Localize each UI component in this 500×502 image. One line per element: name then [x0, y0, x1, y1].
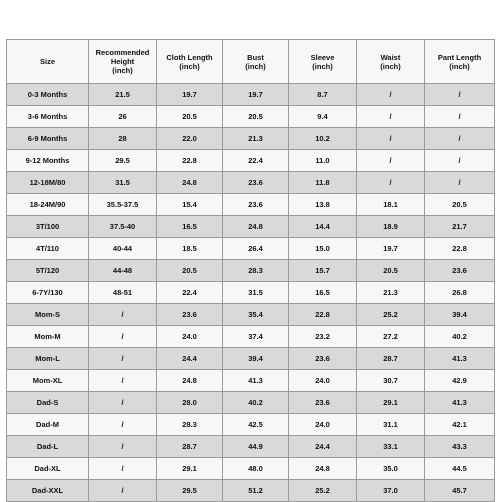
- cell-sleeve: 24.8: [289, 458, 357, 480]
- table-row: [7, 326, 495, 348]
- cell-waist: 29.1: [357, 392, 425, 414]
- cell-pant-length: /: [425, 84, 495, 106]
- cell-cloth-length: 24.8: [157, 172, 223, 194]
- cell-size: Mom-XL: [7, 370, 89, 392]
- cell-size: Mom-M: [7, 326, 89, 348]
- cell-sleeve: 23.2: [289, 326, 357, 348]
- cell-sleeve: 23.6: [289, 392, 357, 414]
- cell-bust: 28.3: [223, 260, 289, 282]
- cell-size: Dad-XXL: [7, 480, 89, 502]
- header-row: [7, 40, 495, 84]
- cell-cloth-length: 24.4: [157, 348, 223, 370]
- cell-bust: 35.4: [223, 304, 289, 326]
- cell-size: 6-9 Months: [7, 128, 89, 150]
- header-height-line1: Recommended: [95, 48, 150, 57]
- cell-bust: 31.5: [223, 282, 289, 304]
- cell-waist: 18.1: [357, 194, 425, 216]
- header-sleeve: [289, 40, 357, 84]
- cell-waist: 28.7: [357, 348, 425, 370]
- cell-recommended-height: 44-48: [89, 260, 157, 282]
- cell-pant-length: 44.5: [425, 458, 495, 480]
- cell-pant-length: /: [425, 150, 495, 172]
- cell-recommended-height: 21.5: [89, 84, 157, 106]
- table-row: [7, 480, 495, 502]
- cell-bust: 21.3: [223, 128, 289, 150]
- header-bust-unit: (inch): [245, 61, 266, 71]
- cell-size: Dad-M: [7, 414, 89, 436]
- table-row: [7, 150, 495, 172]
- cell-pant-length: /: [425, 128, 495, 150]
- cell-waist: /: [357, 106, 425, 128]
- table-row: [7, 84, 495, 106]
- cell-bust: 40.2: [223, 392, 289, 414]
- cell-cloth-length: 16.5: [157, 216, 223, 238]
- header-height-line2: Height: [110, 57, 135, 66]
- table-row: [7, 260, 495, 282]
- cell-size: 0-3 Months: [7, 84, 89, 106]
- cell-waist: /: [357, 128, 425, 150]
- cell-recommended-height: /: [89, 414, 157, 436]
- table-body: [7, 84, 495, 502]
- cell-pant-length: /: [425, 172, 495, 194]
- cell-cloth-length: 20.5: [157, 106, 223, 128]
- cell-pant-length: 45.7: [425, 480, 495, 502]
- cell-cloth-length: 29.1: [157, 458, 223, 480]
- cell-pant-length: 22.8: [425, 238, 495, 260]
- cell-size: Mom-L: [7, 348, 89, 370]
- header-waist: [357, 40, 425, 84]
- header-pant-length: [425, 40, 495, 84]
- cell-bust: 37.4: [223, 326, 289, 348]
- cell-waist: 25.2: [357, 304, 425, 326]
- table-row: [7, 282, 495, 304]
- header-size: [7, 40, 89, 84]
- cell-recommended-height: /: [89, 392, 157, 414]
- cell-size: 6-7Y/130: [7, 282, 89, 304]
- header-cloth-length-unit: (inch): [179, 61, 200, 71]
- header-cloth-length-label: Cloth Length: [166, 52, 213, 62]
- cell-size: Mom-S: [7, 304, 89, 326]
- cell-bust: 48.0: [223, 458, 289, 480]
- cell-recommended-height: /: [89, 326, 157, 348]
- cell-sleeve: 24.4: [289, 436, 357, 458]
- cell-waist: /: [357, 150, 425, 172]
- cell-cloth-length: 20.5: [157, 260, 223, 282]
- cell-sleeve: 15.7: [289, 260, 357, 282]
- cell-cloth-length: 19.7: [157, 84, 223, 106]
- cell-waist: 37.0: [357, 480, 425, 502]
- cell-sleeve: 16.5: [289, 282, 357, 304]
- cell-pant-length: 23.6: [425, 260, 495, 282]
- table-header: [7, 40, 495, 84]
- header-waist-unit: (inch): [380, 61, 401, 71]
- cell-waist: 35.0: [357, 458, 425, 480]
- cell-recommended-height: /: [89, 304, 157, 326]
- header-bust-label: Bust: [247, 52, 264, 62]
- cell-sleeve: 22.8: [289, 304, 357, 326]
- cell-size: 4T/110: [7, 238, 89, 260]
- cell-sleeve: 24.0: [289, 414, 357, 436]
- cell-recommended-height: /: [89, 348, 157, 370]
- cell-waist: 27.2: [357, 326, 425, 348]
- header-recommended-height: [89, 40, 157, 84]
- cell-size: Dad-L: [7, 436, 89, 458]
- table-row: [7, 414, 495, 436]
- cell-size: Dad-S: [7, 392, 89, 414]
- table-row: [7, 304, 495, 326]
- cell-waist: 20.5: [357, 260, 425, 282]
- cell-bust: 51.2: [223, 480, 289, 502]
- table-row: [7, 106, 495, 128]
- cell-recommended-height: /: [89, 436, 157, 458]
- cell-cloth-length: 23.6: [157, 304, 223, 326]
- cell-cloth-length: 22.4: [157, 282, 223, 304]
- header-sleeve-unit: (inch): [312, 61, 333, 71]
- table-row: [7, 458, 495, 480]
- cell-size: 9-12 Months: [7, 150, 89, 172]
- cell-size: 3-6 Months: [7, 106, 89, 128]
- table-row: [7, 216, 495, 238]
- cell-cloth-length: 22.8: [157, 150, 223, 172]
- cell-cloth-length: 18.5: [157, 238, 223, 260]
- cell-cloth-length: 24.8: [157, 370, 223, 392]
- cell-recommended-height: 35.5-37.5: [89, 194, 157, 216]
- cell-pant-length: 41.3: [425, 392, 495, 414]
- cell-sleeve: 11.8: [289, 172, 357, 194]
- cell-sleeve: 23.6: [289, 348, 357, 370]
- cell-recommended-height: 28: [89, 128, 157, 150]
- cell-waist: 30.7: [357, 370, 425, 392]
- cell-size: 18-24M/90: [7, 194, 89, 216]
- size-chart-table: [6, 39, 495, 502]
- header-pant-length-unit: (inch): [449, 61, 470, 71]
- table-row: [7, 238, 495, 260]
- cell-recommended-height: 29.5: [89, 150, 157, 172]
- cell-pant-length: 42.1: [425, 414, 495, 436]
- cell-pant-length: /: [425, 106, 495, 128]
- cell-waist: 18.9: [357, 216, 425, 238]
- cell-pant-length: 26.8: [425, 282, 495, 304]
- cell-recommended-height: 40-44: [89, 238, 157, 260]
- cell-recommended-height: /: [89, 370, 157, 392]
- header-waist-label: Waist: [380, 52, 401, 62]
- cell-pant-length: 40.2: [425, 326, 495, 348]
- cell-recommended-height: 37.5-40: [89, 216, 157, 238]
- cell-size: 3T/100: [7, 216, 89, 238]
- cell-pant-length: 42.9: [425, 370, 495, 392]
- cell-sleeve: 24.0: [289, 370, 357, 392]
- cell-bust: 23.6: [223, 194, 289, 216]
- cell-waist: 33.1: [357, 436, 425, 458]
- cell-sleeve: 15.0: [289, 238, 357, 260]
- header-height-unit: (inch): [112, 66, 133, 75]
- table-row: [7, 172, 495, 194]
- cell-sleeve: 13.8: [289, 194, 357, 216]
- cell-bust: 22.4: [223, 150, 289, 172]
- cell-recommended-height: /: [89, 458, 157, 480]
- cell-sleeve: 8.7: [289, 84, 357, 106]
- cell-waist: /: [357, 172, 425, 194]
- cell-recommended-height: 48-51: [89, 282, 157, 304]
- cell-sleeve: 9.4: [289, 106, 357, 128]
- cell-sleeve: 10.2: [289, 128, 357, 150]
- cell-cloth-length: 15.4: [157, 194, 223, 216]
- cell-bust: 39.4: [223, 348, 289, 370]
- cell-bust: 23.6: [223, 172, 289, 194]
- cell-size: 12-18M/80: [7, 172, 89, 194]
- table-row: [7, 194, 495, 216]
- cell-sleeve: 11.0: [289, 150, 357, 172]
- cell-pant-length: 21.7: [425, 216, 495, 238]
- header-size-label: Size: [39, 57, 55, 66]
- cell-cloth-length: 28.0: [157, 392, 223, 414]
- cell-bust: 41.3: [223, 370, 289, 392]
- cell-recommended-height: 26: [89, 106, 157, 128]
- cell-bust: 19.7: [223, 84, 289, 106]
- header-pant-length-label: Pant Length: [437, 52, 482, 62]
- cell-pant-length: 41.3: [425, 348, 495, 370]
- header-cloth-length: [157, 40, 223, 84]
- table-row: [7, 348, 495, 370]
- header-sleeve-label: Sleeve: [310, 52, 335, 62]
- cell-pant-length: 39.4: [425, 304, 495, 326]
- cell-size: Dad-XL: [7, 458, 89, 480]
- cell-sleeve: 14.4: [289, 216, 357, 238]
- cell-waist: 21.3: [357, 282, 425, 304]
- table-row: [7, 128, 495, 150]
- cell-recommended-height: /: [89, 480, 157, 502]
- cell-bust: 20.5: [223, 106, 289, 128]
- cell-sleeve: 25.2: [289, 480, 357, 502]
- cell-size: 5T/120: [7, 260, 89, 282]
- cell-cloth-length: 22.0: [157, 128, 223, 150]
- cell-waist: 19.7: [357, 238, 425, 260]
- cell-pant-length: 43.3: [425, 436, 495, 458]
- cell-bust: 42.5: [223, 414, 289, 436]
- cell-pant-length: 20.5: [425, 194, 495, 216]
- table-row: [7, 370, 495, 392]
- cell-waist: /: [357, 84, 425, 106]
- cell-cloth-length: 29.5: [157, 480, 223, 502]
- cell-bust: 44.9: [223, 436, 289, 458]
- cell-waist: 31.1: [357, 414, 425, 436]
- table-row: [7, 392, 495, 414]
- header-bust: [223, 40, 289, 84]
- cell-bust: 24.8: [223, 216, 289, 238]
- cell-cloth-length: 28.3: [157, 414, 223, 436]
- cell-cloth-length: 28.7: [157, 436, 223, 458]
- cell-bust: 26.4: [223, 238, 289, 260]
- cell-cloth-length: 24.0: [157, 326, 223, 348]
- cell-recommended-height: 31.5: [89, 172, 157, 194]
- table-row: [7, 436, 495, 458]
